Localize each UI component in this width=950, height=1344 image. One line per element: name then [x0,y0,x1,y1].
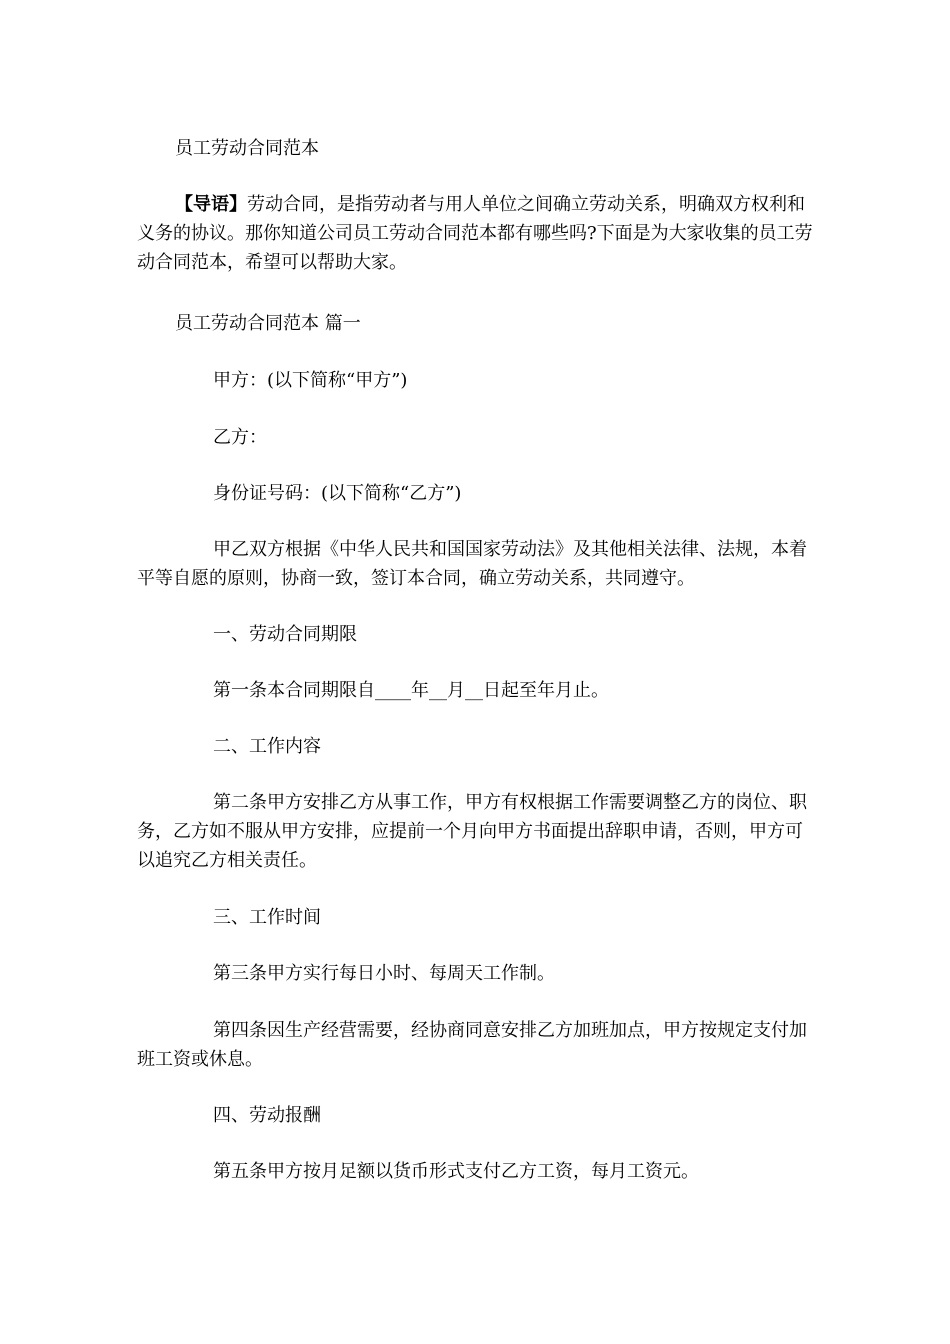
preamble-paragraph: 甲乙双方根据《中华人民共和国国家劳动法》及其他相关法律、法规，本着平等自愿的原则，协商一致，签订本合同，确立劳动关系，共同遵守。 [137,539,807,589]
document-title: 员工劳动合同范本 [175,138,319,159]
id-number-line: 身份证号码：(以下简称“乙方”) [213,483,462,504]
heading-remuneration: 四、劳动报酬 [213,1105,321,1126]
article-3: 第三条甲方实行每日小时、每周天工作制。 [213,963,555,984]
intro-label: 【导语】 [175,194,247,215]
article-2: 第二条甲方安排乙方从事工作，甲方有权根据工作需要调整乙方的岗位、职务，乙方如不服从甲方安排，应提前一个月向甲方书面提出辞职申请，否则，甲方可以追究乙方相关责任。 [137,792,807,871]
intro-paragraph [137,190,817,277]
article-5: 第五条甲方按月足额以货币形式支付乙方工资，每月工资元。 [213,1161,699,1182]
heading-work-content: 二、工作内容 [213,736,321,757]
party-a-line: 甲方：(以下简称“甲方”) [213,370,408,391]
party-b-line: 乙方： [213,427,267,448]
section-title: 员工劳动合同范本 篇一 [175,313,361,334]
heading-contract-term: 一、劳动合同期限 [213,624,357,645]
intro-text: 劳动合同，是指劳动者与用人单位之间确立劳动关系，明确双方权利和义务的协议。那你知道公司员工劳动合同范本都有哪些吗?下面是为大家收集的员工劳动合同范本，希望可以帮助大家。 [137,194,813,273]
heading-work-hours: 三、工作时间 [213,907,321,928]
article-4: 第四条因生产经营需要，经协商同意安排乙方加班加点，甲方按规定支付加班工资或休息。 [137,1020,807,1070]
article-1: 第一条本合同期限自____年__月__日起至年月止。 [213,680,609,701]
